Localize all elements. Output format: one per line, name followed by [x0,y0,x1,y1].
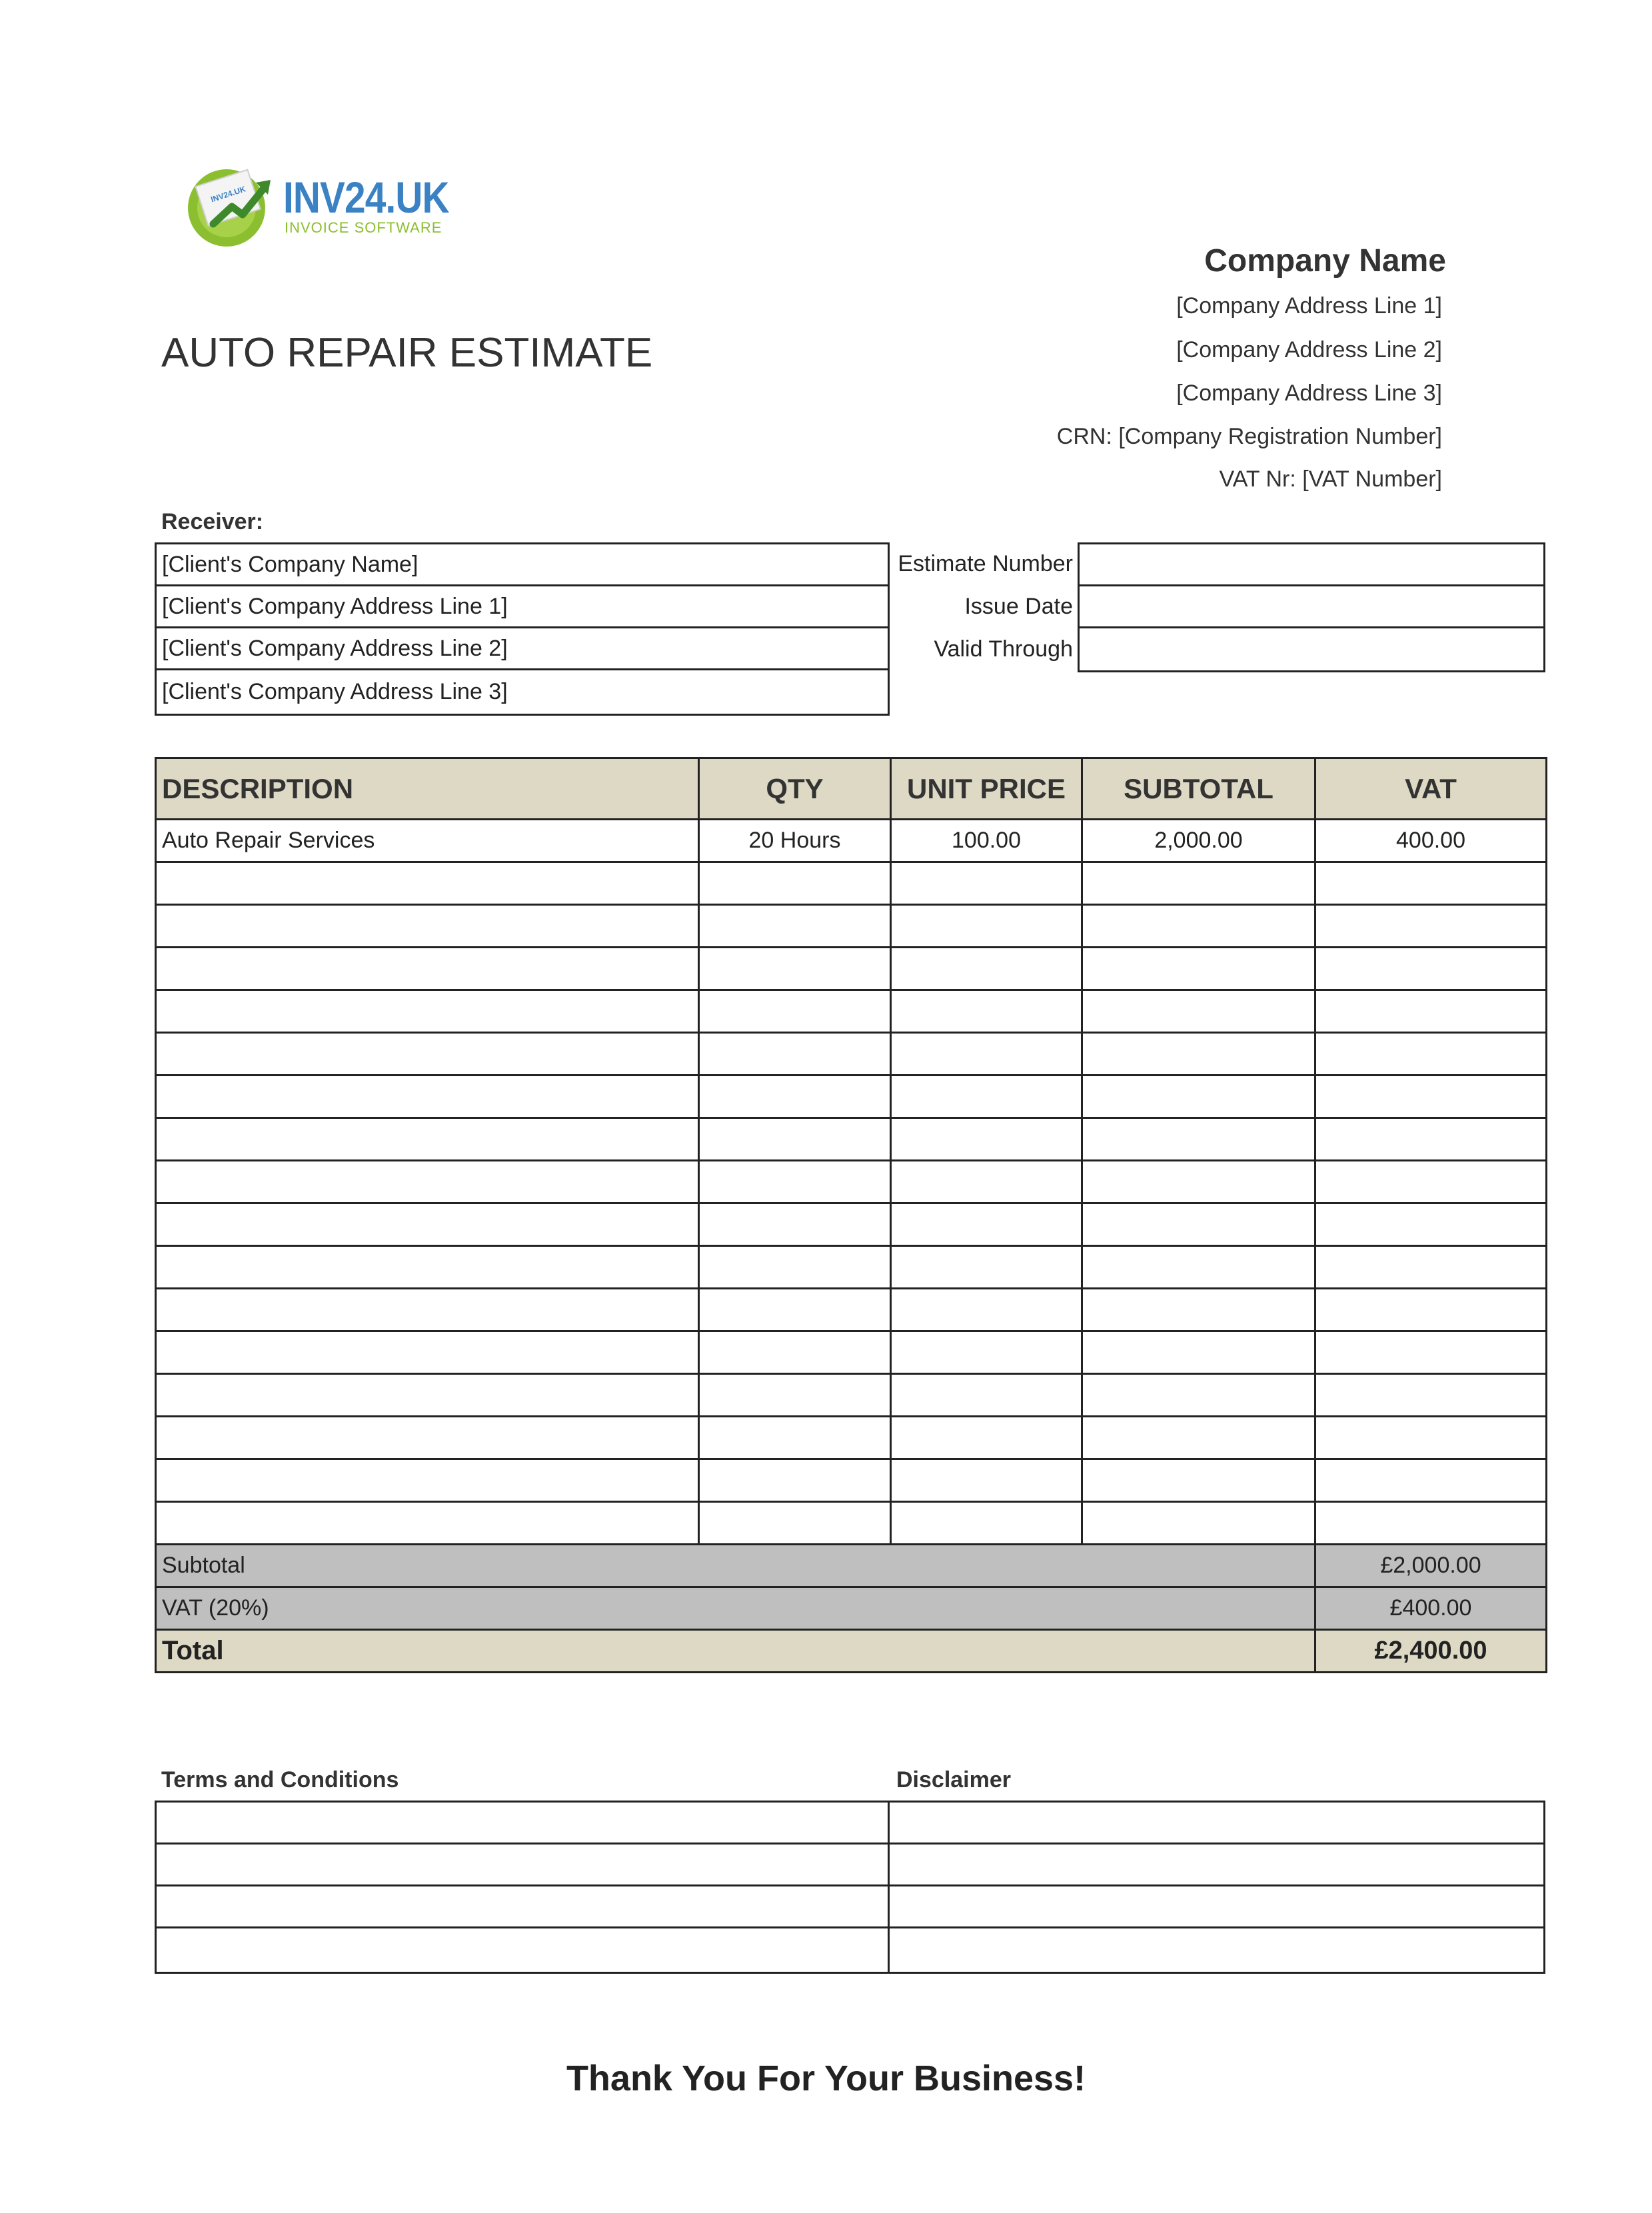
item-subtotal [1082,1502,1315,1545]
company-address-line-3: [Company Address Line 3] [1176,380,1442,406]
company-name: Company Name [1204,243,1446,279]
valid-through-field [1078,626,1545,672]
subtotal-label: Subtotal [156,1545,1315,1587]
issue-date-field [1078,584,1545,628]
item-description [156,1076,699,1118]
item-vat [1315,1502,1547,1545]
header-qty: QTY [699,758,891,820]
table-row [156,1459,1547,1502]
item-unit-price [891,1246,1082,1289]
item-vat: 400.00 [1315,820,1547,862]
table-row [156,1033,1547,1076]
company-registration-number: CRN: [Company Registration Number] [1056,424,1442,449]
table-row [156,820,1547,862]
item-vat [1315,1118,1547,1161]
item-vat [1315,1417,1547,1459]
table-row [156,990,1547,1033]
logo-brand-text: INV24.UK [283,173,449,222]
item-unit-price [891,1459,1082,1502]
item-vat [1315,862,1547,905]
item-subtotal [1082,1076,1315,1118]
item-subtotal [1082,1331,1315,1374]
item-unit-price [891,862,1082,905]
item-description [156,1331,699,1374]
item-subtotal [1082,862,1315,905]
item-vat [1315,1161,1547,1203]
vat-label: VAT (20%) [156,1587,1315,1630]
item-unit-price [891,1374,1082,1417]
item-description [156,1203,699,1246]
item-subtotal [1082,1118,1315,1161]
item-qty [699,1203,891,1246]
item-unit-price [891,990,1082,1033]
vat-value: £400.00 [1315,1587,1547,1630]
item-unit-price [891,905,1082,948]
item-subtotal [1082,1417,1315,1459]
subtotal-row [156,1545,1547,1587]
item-description [156,1502,699,1545]
item-subtotal [1082,948,1315,990]
item-qty [699,1033,891,1076]
item-vat [1315,1459,1547,1502]
item-qty [699,1118,891,1161]
terms-line [155,1926,890,1974]
item-unit-price [891,948,1082,990]
item-subtotal [1082,1033,1315,1076]
total-label: Total [156,1630,1315,1673]
estimate-number-label: Estimate Number [898,551,1073,576]
item-unit-price [891,1417,1082,1459]
item-unit-price [891,1502,1082,1545]
table-row [156,905,1547,948]
item-vat [1315,990,1547,1033]
valid-through-label: Valid Through [934,636,1073,662]
company-vat-number: VAT Nr: [VAT Number] [1219,466,1442,492]
item-description [156,1033,699,1076]
item-subtotal [1082,1289,1315,1331]
logo-badge-text: INV24.UK [209,184,247,205]
disclaimer-line [888,1843,1545,1886]
terms-label: Terms and Conditions [161,1767,399,1793]
table-row [156,1076,1547,1118]
company-address-line-2: [Company Address Line 2] [1176,337,1442,363]
item-qty [699,1417,891,1459]
item-subtotal [1082,1246,1315,1289]
item-subtotal [1082,1161,1315,1203]
item-description [156,1118,699,1161]
receiver-address-line-2: [Client's Company Address Line 2] [155,626,890,670]
terms-line [155,1843,890,1886]
header-vat: VAT [1315,758,1547,820]
subtotal-value: £2,000.00 [1315,1545,1547,1587]
disclaimer-line [888,1801,1545,1844]
item-qty [699,1246,891,1289]
item-description [156,1246,699,1289]
item-description [156,905,699,948]
item-subtotal [1082,1203,1315,1246]
issue-date-label: Issue Date [964,594,1073,619]
disclaimer-label: Disclaimer [896,1767,1011,1793]
table-row [156,862,1547,905]
item-subtotal [1082,1374,1315,1417]
item-qty [699,990,891,1033]
item-description [156,1417,699,1459]
estimate-number-field [1078,542,1545,586]
item-unit-price [891,1161,1082,1203]
disclaimer-line [888,1884,1545,1928]
item-unit-price [891,1203,1082,1246]
table-row [156,1289,1547,1331]
document-title: AUTO REPAIR ESTIMATE [161,330,653,376]
item-subtotal: 2,000.00 [1082,820,1315,862]
item-qty [699,1374,891,1417]
receiver-address-line-1: [Client's Company Address Line 1] [155,584,890,628]
logo-tagline: INVOICE SOFTWARE [285,219,442,236]
item-subtotal [1082,905,1315,948]
item-qty [699,1502,891,1545]
items-header-row [156,758,1547,820]
item-vat [1315,1033,1547,1076]
item-qty: 20 Hours [699,820,891,862]
item-vat [1315,1289,1547,1331]
item-description [156,948,699,990]
item-vat [1315,1246,1547,1289]
total-row [156,1630,1547,1673]
item-unit-price [891,1331,1082,1374]
header-description: DESCRIPTION [156,758,699,820]
item-description [156,1459,699,1502]
table-row [156,1417,1547,1459]
item-unit-price [891,1033,1082,1076]
item-qty [699,1161,891,1203]
item-description: Auto Repair Services [156,820,699,862]
disclaimer-line [888,1926,1545,1974]
terms-line [155,1884,890,1928]
receiver-company-name: [Client's Company Name] [155,542,890,586]
item-subtotal [1082,1459,1315,1502]
receiver-label: Receiver: [161,509,264,534]
item-vat [1315,1331,1547,1374]
table-row [156,948,1547,990]
table-row [156,1161,1547,1203]
item-qty [699,1459,891,1502]
terms-line [155,1801,890,1844]
item-unit-price: 100.00 [891,820,1082,862]
table-row [156,1374,1547,1417]
item-description [156,1374,699,1417]
item-vat [1315,948,1547,990]
item-qty [699,905,891,948]
items-table [155,757,1547,1673]
item-qty [699,1289,891,1331]
item-qty [699,948,891,990]
item-qty [699,1331,891,1374]
table-row [156,1331,1547,1374]
table-row [156,1203,1547,1246]
item-subtotal [1082,990,1315,1033]
item-vat [1315,1203,1547,1246]
item-vat [1315,1374,1547,1417]
item-qty [699,1076,891,1118]
item-unit-price [891,1118,1082,1161]
company-address-line-1: [Company Address Line 1] [1176,293,1442,319]
table-row [156,1502,1547,1545]
table-row [156,1246,1547,1289]
thank-you-message: Thank You For Your Business! [566,2058,1086,2098]
receiver-address-line-3: [Client's Company Address Line 3] [155,668,890,716]
table-row [156,1118,1547,1161]
header-unit-price: UNIT PRICE [891,758,1082,820]
item-description [156,1289,699,1331]
item-unit-price [891,1076,1082,1118]
item-description [156,1161,699,1203]
item-unit-price [891,1289,1082,1331]
item-vat [1315,1076,1547,1118]
item-vat [1315,905,1547,948]
item-description [156,990,699,1033]
vat-row [156,1587,1547,1630]
total-value: £2,400.00 [1315,1630,1547,1673]
item-qty [699,862,891,905]
header-subtotal: SUBTOTAL [1082,758,1315,820]
item-description [156,862,699,905]
